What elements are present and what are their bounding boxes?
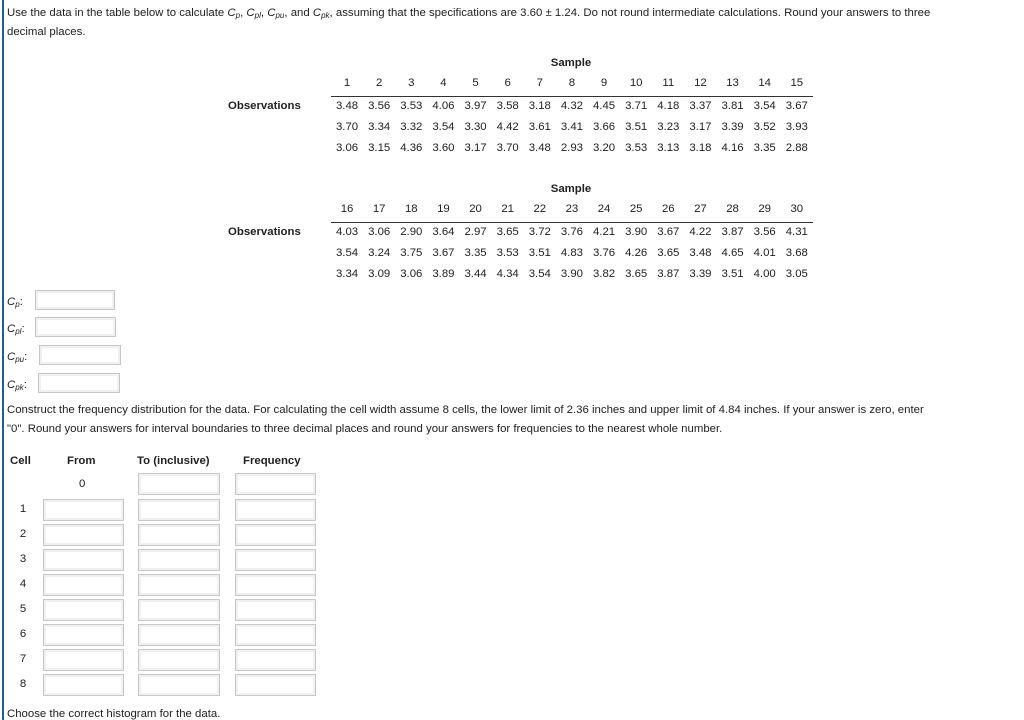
table2-col-header: 26 (661, 203, 675, 215)
table2-col-header: 23 (565, 203, 579, 215)
table1-cell: 3.53 (625, 142, 648, 154)
table1-cell: 3.15 (368, 142, 391, 154)
table2-header-row (331, 203, 813, 223)
table1-col-header: 14 (758, 77, 772, 89)
table2-col-header: 27 (694, 203, 707, 215)
table2-cell: 3.76 (592, 247, 616, 259)
table1-cell: 3.18 (528, 100, 551, 112)
row-from-input[interactable] (43, 524, 124, 546)
table1-col-header: 3 (408, 77, 415, 89)
table1-cell: 4.45 (592, 100, 616, 112)
table2-cell: 4.22 (689, 226, 712, 238)
table1-cell: 3.17 (689, 121, 712, 133)
table2-cell: 3.87 (721, 226, 744, 238)
cell-number: 2 (19, 528, 27, 540)
cell-number: 4 (19, 578, 27, 590)
table2-col-header: 30 (790, 203, 804, 215)
table1-col-header: 4 (440, 77, 447, 89)
col-header-to: To (inclusive) (137, 455, 210, 467)
cpu-input[interactable] (39, 345, 121, 365)
table1-observations-label: Observations (228, 100, 301, 112)
table1-cell: 3.52 (753, 121, 776, 133)
row-frequency-input[interactable] (235, 674, 316, 696)
table2-cell: 4.26 (625, 247, 648, 259)
table2-cell: 3.34 (335, 268, 359, 280)
table2-col-header: 28 (726, 203, 739, 215)
table1-col-header: 5 (472, 77, 479, 89)
table2-cell: 3.39 (689, 268, 712, 280)
row-from-input[interactable] (43, 549, 124, 571)
table2-cell: 3.06 (400, 268, 423, 280)
table2-cell: 4.65 (721, 247, 744, 259)
table1-cell: 4.16 (721, 142, 744, 154)
table1-cell: 3.20 (592, 142, 616, 154)
table1-cell: 4.18 (657, 100, 680, 112)
table1-sample-heading: Sample (550, 57, 592, 69)
row-from-input[interactable] (43, 674, 124, 696)
table2-sample-heading: Sample (550, 183, 592, 195)
table1-cell: 3.18 (689, 142, 712, 154)
table2-cell: 4.03 (335, 226, 359, 238)
table1-col-header: 1 (343, 77, 351, 89)
intro-line-2: decimal places. (7, 26, 86, 38)
table1-cell: 3.48 (528, 142, 551, 154)
col-header-frequency: Frequency (243, 455, 301, 467)
table2-cell: 3.76 (560, 226, 584, 238)
table2-data-row (331, 226, 813, 238)
table2-cell: 3.09 (368, 268, 391, 280)
table1-cell: 3.41 (560, 121, 584, 133)
table2-cell: 3.05 (785, 268, 808, 280)
table2-col-header: 17 (372, 203, 386, 215)
left-border (2, 0, 4, 720)
table2-cell: 2.90 (400, 226, 423, 238)
table2-cell: 3.53 (496, 247, 519, 259)
cp-input[interactable] (35, 290, 115, 310)
col-header-cell: Cell (10, 455, 31, 467)
col-header-from: From (67, 455, 96, 467)
table1-col-header: 6 (504, 77, 511, 89)
table2-data-row (331, 247, 813, 259)
row-from-input[interactable] (43, 599, 124, 621)
freq-intro-line-2: "0". Round your answers for interval boundaries to three decimal places and round your answers for frequencies to the nearest whole number. (7, 423, 723, 435)
table1-col-header: 12 (694, 77, 707, 89)
table2-col-header: 25 (629, 203, 643, 215)
table1-col-header: 8 (568, 77, 576, 89)
table1-cell: 4.06 (432, 100, 455, 112)
table2-cell: 4.21 (592, 226, 616, 238)
table1-cell: 3.35 (753, 142, 776, 154)
cpk-label: $C_{pk}$: (7, 379, 27, 392)
table1-header-row (331, 77, 813, 97)
table1-cell: 3.81 (721, 100, 744, 112)
table2-cell: 2.97 (464, 226, 487, 238)
row0-to-input[interactable] (138, 473, 220, 495)
table1-cell: 3.71 (625, 100, 648, 112)
table2-cell: 3.72 (528, 226, 551, 238)
table1-data-row (331, 142, 813, 154)
table2-cell: 3.56 (753, 226, 776, 238)
table1-col-header: 10 (629, 77, 643, 89)
table2-cell: 3.90 (625, 226, 648, 238)
table1-cell: 3.32 (400, 121, 423, 133)
table2-cell: 4.83 (560, 247, 584, 259)
cell-number: 6 (19, 628, 27, 640)
table1-cell: 3.30 (464, 121, 487, 133)
row-frequency-input[interactable] (235, 574, 316, 596)
table1-cell: 3.34 (368, 121, 391, 133)
table2-col-header: 20 (469, 203, 482, 215)
row-frequency-input[interactable] (235, 649, 316, 671)
table1-cell: 3.67 (785, 100, 808, 112)
table2-data-row (331, 268, 813, 280)
table2-cell: 4.00 (753, 268, 776, 280)
table1-cell: 3.23 (657, 121, 680, 133)
table1-cell: 3.17 (464, 142, 487, 154)
table1-cell: 3.56 (368, 100, 391, 112)
table2-col-header: 29 (758, 203, 772, 215)
table2-col-header: 22 (533, 203, 547, 215)
row-frequency-input[interactable] (235, 524, 316, 546)
table2-cell: 3.67 (657, 226, 680, 238)
table1-col-header: 2 (376, 77, 383, 89)
table1-cell: 3.97 (464, 100, 487, 112)
cell-number: 5 (19, 603, 27, 615)
row-to-input[interactable] (138, 599, 220, 621)
table2-cell: 3.64 (432, 226, 455, 238)
table2-cell: 3.65 (657, 247, 680, 259)
cell-number: 1 (19, 503, 27, 515)
table1-cell: 3.13 (657, 142, 680, 154)
table1-col-header: 11 (662, 77, 675, 89)
table2-col-header: 16 (340, 203, 354, 215)
table2-cell: 3.24 (368, 247, 391, 259)
table2-cell: 3.75 (400, 247, 423, 259)
table1-cell: 2.88 (785, 142, 808, 154)
table1-cell: 3.54 (753, 100, 776, 112)
row-to-input[interactable] (138, 674, 220, 696)
cpu-label: $C_{pu}$: (7, 351, 28, 364)
table1-cell: 3.48 (335, 100, 359, 112)
table1-cell: 4.42 (496, 121, 519, 133)
cpl-label: $C_{pl}$: (7, 323, 25, 336)
row-to-input[interactable] (138, 549, 220, 571)
table2-cell: 3.54 (335, 247, 359, 259)
table1-cell: 4.36 (400, 142, 423, 154)
table2-cell: 3.51 (721, 268, 744, 280)
table1-cell: 3.06 (335, 142, 359, 154)
row-from-input[interactable] (43, 624, 124, 646)
table1-cell: 3.70 (496, 142, 519, 154)
table1-col-header: 15 (790, 77, 804, 89)
cell-number: 3 (19, 553, 27, 565)
row-frequency-input[interactable] (235, 499, 316, 521)
cp-label: $C_p$: (7, 296, 23, 309)
row-to-input[interactable] (138, 499, 220, 521)
table2-cell: 3.90 (560, 268, 584, 280)
row-frequency-input[interactable] (235, 624, 316, 646)
table2-col-header: 18 (404, 203, 418, 215)
table2-cell: 3.65 (625, 268, 648, 280)
table1-col-header: 13 (726, 77, 739, 89)
table1-data-row (331, 100, 813, 112)
cpl-input[interactable] (35, 317, 116, 337)
table2-col-header: 19 (437, 203, 450, 215)
freq-intro-line-1: Construct the frequency distribution for the data. For calculating the cell width assume 8 cells, the lower limit of 2.36 inches and upper limit of 4.84 inches. If your answer is zero, enter (7, 404, 924, 416)
intro-line-1: Use the data in the table below to calculate $C_p$, $C_{pl}$, $C_{pu}$, and $C_{pk}$, assuming that the specifications are 3.60 ± 1.24. Do not round intermediate calculations. Round your answers to three (7, 7, 931, 20)
table2-cell: 3.48 (689, 247, 712, 259)
table1-cell: 3.51 (625, 121, 648, 133)
cell-number: 7 (19, 653, 27, 665)
row0-frequency-input[interactable] (235, 473, 316, 495)
table1-cell: 3.58 (496, 100, 519, 112)
table1-cell: 3.53 (400, 100, 423, 112)
table1-cell: 3.61 (528, 121, 551, 133)
row-to-input[interactable] (138, 624, 220, 646)
row0-from-value: 0 (79, 478, 86, 490)
table1-cell: 3.70 (335, 121, 359, 133)
table1-cell: 3.37 (689, 100, 712, 112)
table2-cell: 3.44 (464, 268, 487, 280)
table1-cell: 3.39 (721, 121, 744, 133)
table1-col-header: 7 (536, 77, 543, 89)
table2-cell: 3.65 (496, 226, 519, 238)
table1-cell: 3.93 (785, 121, 808, 133)
table1-cell: 3.66 (592, 121, 616, 133)
table2-cell: 3.67 (432, 247, 455, 259)
table2-cell: 4.34 (496, 268, 519, 280)
row-frequency-input[interactable] (235, 599, 316, 621)
table2-cell: 3.68 (785, 247, 808, 259)
histogram-prompt: Choose the correct histogram for the data. (7, 708, 221, 720)
table2-cell: 3.51 (528, 247, 551, 259)
table1-cell: 3.54 (432, 121, 455, 133)
table2-col-header: 24 (597, 203, 611, 215)
row-from-input[interactable] (43, 499, 124, 521)
row-to-input[interactable] (138, 574, 220, 596)
table2-observations-label: Observations (228, 226, 301, 238)
table1-data-row (331, 121, 813, 133)
table1-cell: 3.60 (432, 142, 455, 154)
row-from-input[interactable] (43, 649, 124, 671)
cell-number: 8 (19, 678, 27, 690)
table2-cell: 3.35 (464, 247, 487, 259)
row-from-input[interactable] (43, 574, 124, 596)
table2-cell: 4.01 (753, 247, 776, 259)
row-to-input[interactable] (138, 649, 220, 671)
table2-cell: 3.06 (368, 226, 391, 238)
row-to-input[interactable] (138, 524, 220, 546)
cpk-input[interactable] (38, 373, 120, 393)
table2-col-header: 21 (501, 203, 515, 215)
table2-cell: 3.54 (528, 268, 551, 280)
table2-cell: 3.87 (657, 268, 680, 280)
table1-col-header: 9 (600, 77, 608, 89)
table2-cell: 3.89 (432, 268, 455, 280)
row-frequency-input[interactable] (235, 549, 316, 571)
table2-cell: 4.31 (785, 226, 808, 238)
table1-cell: 2.93 (560, 142, 584, 154)
table2-cell: 3.82 (592, 268, 616, 280)
table1-cell: 4.32 (560, 100, 584, 112)
